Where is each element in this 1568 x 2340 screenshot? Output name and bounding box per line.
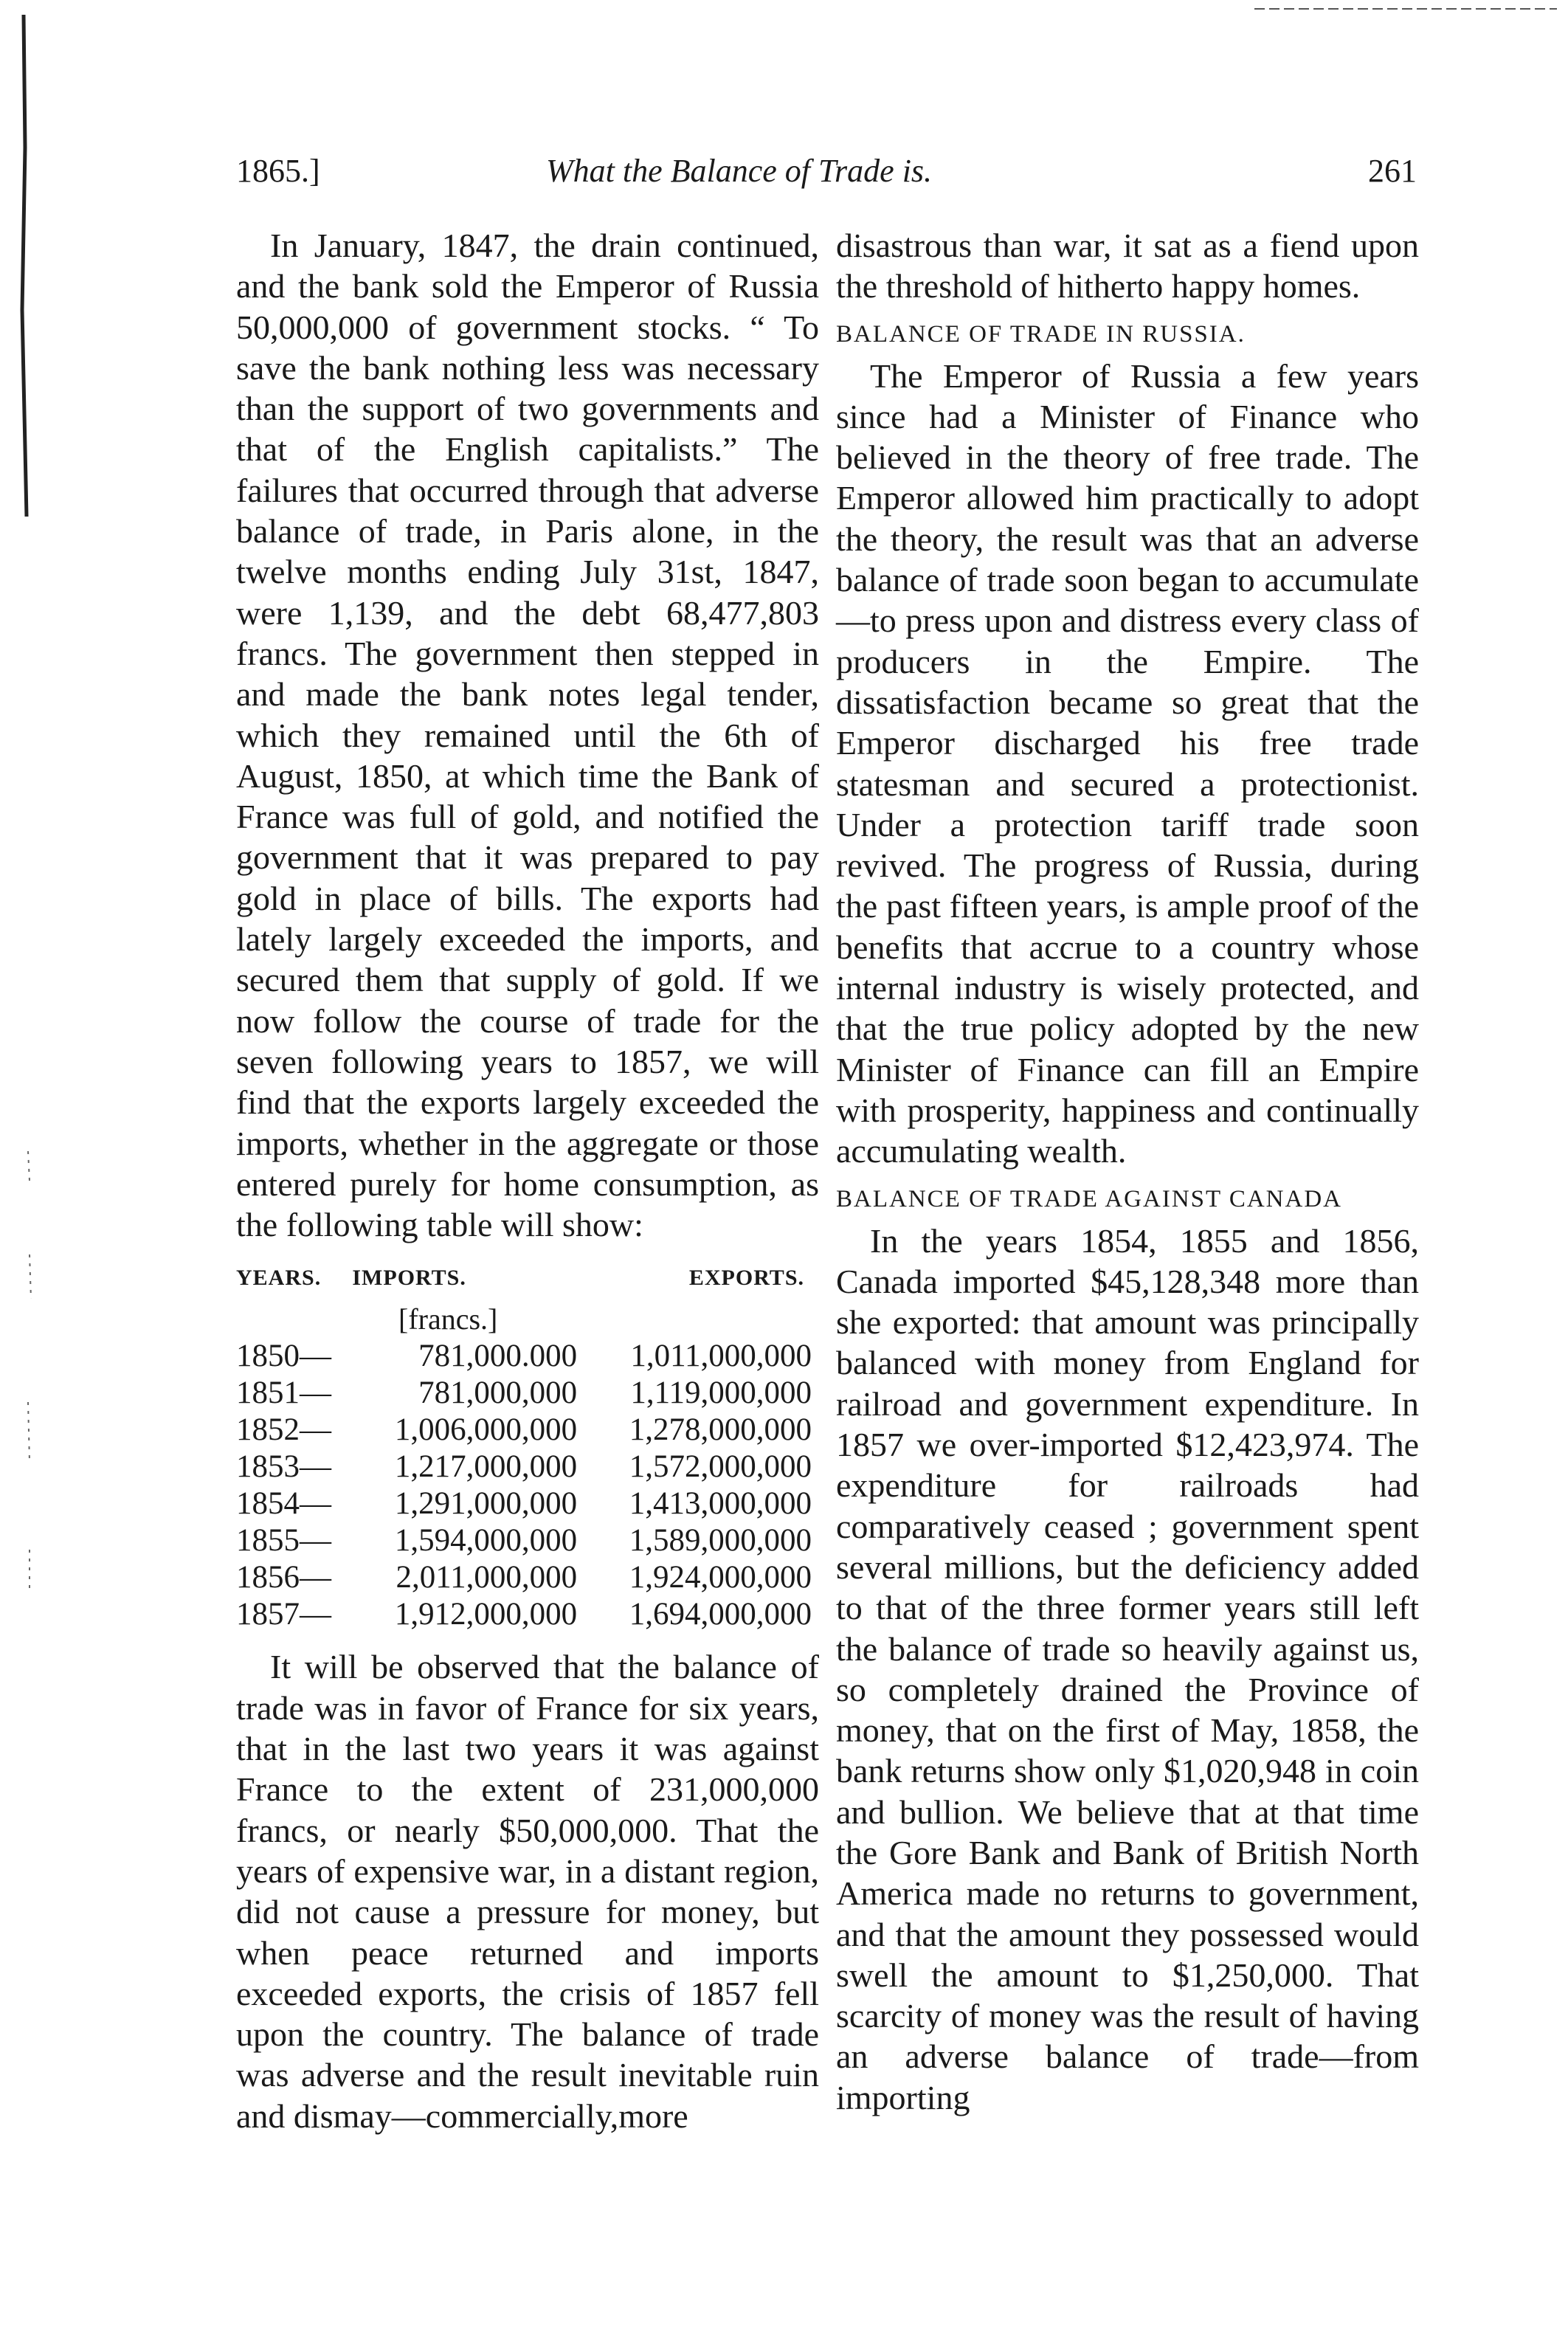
row-year: 1853— <box>236 1449 331 1485</box>
table-row <box>236 1449 819 1485</box>
row-exports: 1,119,000,000 <box>630 1376 812 1411</box>
table-row <box>236 1412 819 1449</box>
row-year: 1850— <box>236 1339 331 1374</box>
row-exports: 1,413,000,000 <box>629 1486 812 1522</box>
row-year: 1855— <box>236 1523 331 1559</box>
paragraph-continuation: disastrous than war, it sat as a fiend upon the threshold of hitherto happy homes. <box>836 227 1419 306</box>
row-imports: 1,912,000,000 <box>394 1597 578 1632</box>
header-year: 1865.] <box>236 153 320 189</box>
row-exports: 1,694,000,000 <box>629 1597 812 1632</box>
right-column <box>836 225 1419 2118</box>
table-header-imports: IMPORTS. <box>352 1266 466 1291</box>
row-exports: 1,572,000,000 <box>629 1449 812 1485</box>
row-imports: 1,217,000,000 <box>394 1449 578 1485</box>
paragraph-balance-france: It will be observed that the balance of trade was in favor of France for six years, that in the last two years it was against France to the extent of 231,000,000 francs, or nearly $50,000,000. That the years of expensive war, in a distant region, did not cause a pressure for money, but when peace returned and imports exceeded exports, the crisis of 1857 fell upon the country. The balance of trade was adverse and the result inevitable ruin and dismay—commercially,more <box>236 1648 819 2135</box>
row-imports: 781,000.000 <box>418 1339 578 1374</box>
table-row <box>236 1596 819 1633</box>
paragraph-canada: In the years 1854, 1855 and 1856, Canada imported $45,128,348 more than she exported: that amount was principally balanced with money from England for railroad and government expenditure. In 1857 we over-imported $12,423,974. The expenditure for railroads had comparatively ceased ; government spent several millions, but the deficiency added to that of the three former years still left the balance of trade so heavily against us, so completely drained the Province of money, that on the first of May, 1858, the bank returns show only $1,020,948 in coin and bullion. We believe that at that time the Gore Bank and Bank of British North America made no returns to government, and that the amount they possessed would swell the amount to $1,250,000. That scarcity of money was the result of having an adverse balance of trade—from importing <box>836 1221 1419 2116</box>
row-imports: 781,000,000 <box>418 1376 578 1411</box>
left-column <box>236 225 819 2136</box>
heading-russia: BALANCE OF TRADE IN RUSSIA. <box>836 320 1246 348</box>
table-row <box>236 1559 819 1596</box>
page-number: 261 <box>1368 153 1417 189</box>
table-header-exports: EXPORTS. <box>688 1266 804 1291</box>
table-row <box>236 1338 819 1375</box>
table-header-years: YEARS. <box>236 1266 322 1291</box>
row-year: 1856— <box>236 1560 331 1595</box>
row-exports: 1,924,000,000 <box>629 1560 812 1595</box>
left-margin-specks <box>28 1151 31 1594</box>
row-imports: 1,594,000,000 <box>394 1523 578 1559</box>
heading-canada: BALANCE OF TRADE AGAINST CANADA <box>836 1185 1342 1212</box>
row-year: 1852— <box>236 1412 331 1448</box>
row-year: 1851— <box>236 1376 331 1411</box>
row-imports: 2,011,000,000 <box>396 1560 578 1595</box>
paragraph-france-crisis: In January, 1847, the drain continued, and the bank sold the Emperor of Russia 50,000,000 of government stocks. “ To save the bank nothing less was necessary than the support of two governments and that of the English capitalists.” The failures that occurred through that adverse balance of trade, in Paris alone, in the twelve months ending July 31st, 1847, were 1,139, and the debt 68,477,803 francs. The government then stepped in and made the bank notes legal tender, which they remained until the 6th of August, 1850, at which time the Bank of France was full of gold, and notified the government that it was prepared to pay gold in place of bills. The exports had lately largely exceeded the imports, and secured them that supply of gold. If we now follow the course of trade for the seven following years to 1857, we will find that the exports largely exceeded the imports, whether in the aggregate or those entered purely for home consumption, as the following table will show: <box>236 227 819 1244</box>
running-header <box>236 152 1417 196</box>
table-unit: [francs.] <box>398 1302 498 1336</box>
row-year: 1857— <box>236 1597 331 1632</box>
row-exports: 1,278,000,000 <box>629 1412 812 1448</box>
row-imports: 1,291,000,000 <box>394 1486 578 1522</box>
france-trade-table <box>236 1255 819 1633</box>
header-title: What the Balance of Trade is. <box>546 153 933 189</box>
row-exports: 1,589,000,000 <box>629 1523 812 1559</box>
table-row <box>236 1522 819 1559</box>
row-exports: 1,011,000,000 <box>630 1339 812 1374</box>
paragraph-russia: The Emperor of Russia a few years since had a Minister of Finance who believed in the theory of free trade. The Emperor allowed him practically to adopt the theory, the result was that an adverse balance of trade soon began to accumulate—to press upon and distress every class of producers in the Empire. The dissatisfaction became so great that the Emperor discharged his free trade statesman and secured a protectionist. Under a protection tariff trade soon revived. The progress of Russia, during the past fifteen years, is ample proof of the benefits that accrue to a country whose internal industry is wisely protected, and that the true policy adopted by the new Minister of Finance can fill an Empire with prosperity, happiness and continually accumulating wealth. <box>836 356 1419 1170</box>
row-year: 1854— <box>236 1486 331 1522</box>
row-imports: 1,006,000,000 <box>394 1412 578 1448</box>
table-row <box>236 1485 819 1522</box>
left-binding-line <box>22 15 27 517</box>
table-row <box>236 1375 819 1412</box>
